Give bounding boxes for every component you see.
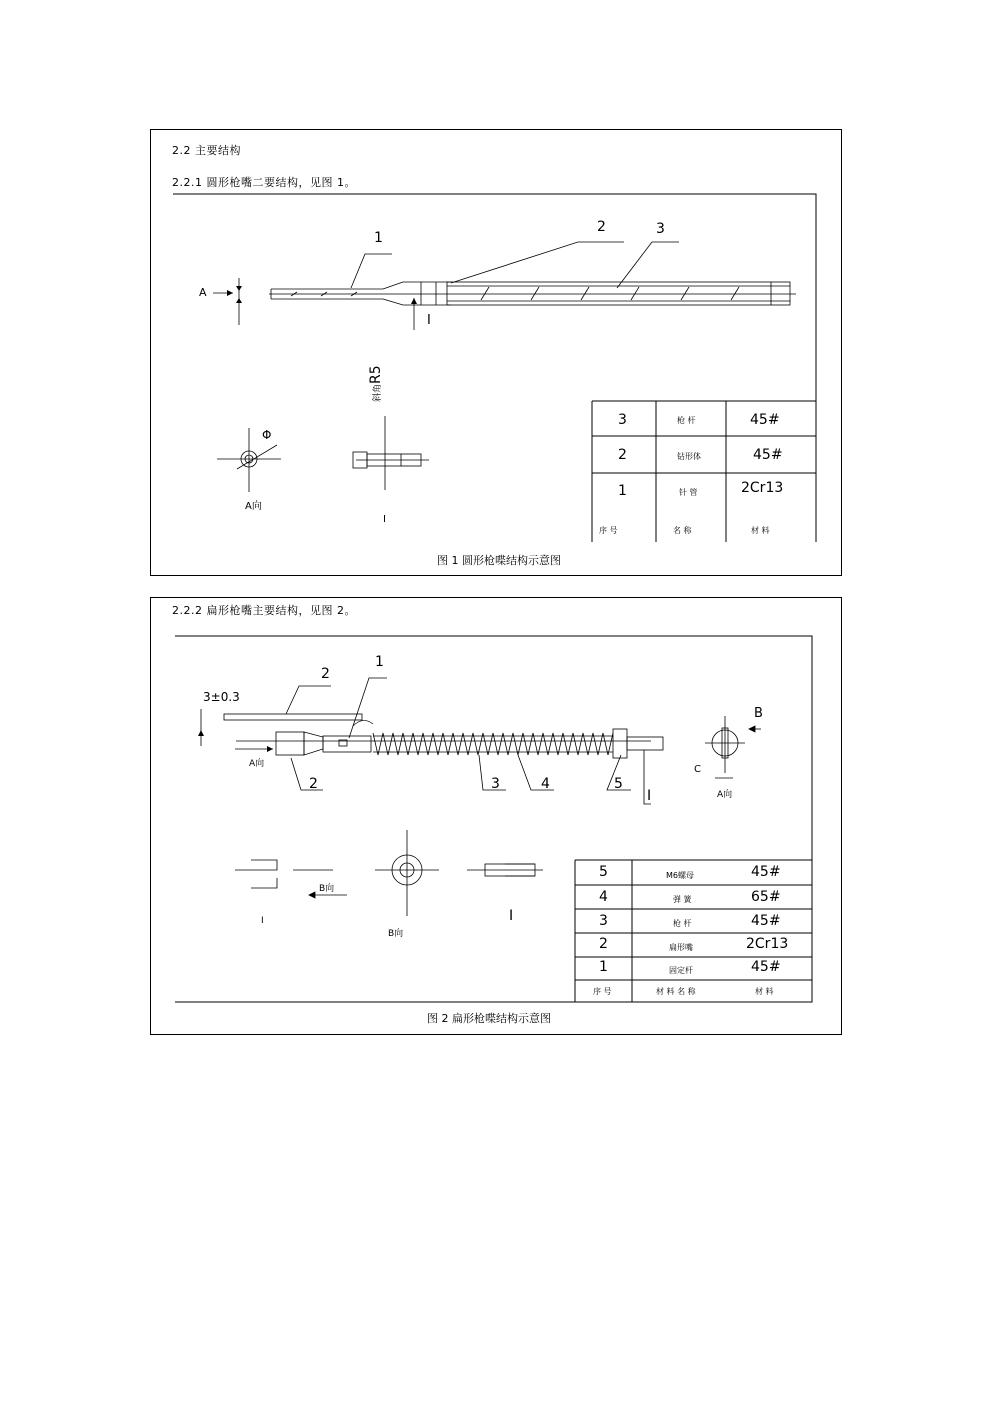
table2-row-no: 3 bbox=[599, 913, 608, 929]
table2-row-name: 弹 簧 bbox=[673, 895, 692, 904]
section-heading: 2.2 主要结构 bbox=[172, 144, 241, 157]
b-mark: B bbox=[754, 706, 763, 721]
view-a-marker: A向 bbox=[249, 759, 265, 769]
table1-row-no: 1 bbox=[618, 483, 627, 499]
table1-row-no: 3 bbox=[618, 412, 627, 428]
part-label-1-top: 1 bbox=[375, 654, 384, 670]
table1-row-material: 45# bbox=[750, 412, 780, 428]
part-label-4: 4 bbox=[541, 776, 550, 792]
table2-header-name: 材 料 名 称 bbox=[656, 987, 696, 996]
view-b-marker: B向 bbox=[319, 884, 335, 894]
table1-row-name: 枪 杆 bbox=[677, 416, 696, 425]
table2-row-material: 45# bbox=[751, 959, 781, 975]
detail-i-marker: I bbox=[647, 788, 652, 804]
view-a-right-name: A向 bbox=[717, 790, 733, 800]
part-label-1: 1 bbox=[374, 230, 383, 246]
detail-i-view bbox=[353, 416, 429, 490]
view-a-right bbox=[705, 716, 761, 778]
parts-table-2 bbox=[575, 860, 812, 1002]
figure-2-drawing bbox=[151, 598, 843, 1036]
phi-symbol: Φ bbox=[262, 428, 272, 442]
part-label-2: 2 bbox=[597, 219, 606, 235]
table1-header-name: 名 称 bbox=[673, 526, 692, 535]
detail-i-right-name: I bbox=[509, 908, 514, 924]
view-a-marker: A bbox=[199, 286, 207, 299]
part-label-3: 3 bbox=[656, 221, 665, 237]
detail-i-left-name: I bbox=[261, 916, 264, 926]
table2-row-material: 2Cr13 bbox=[746, 936, 789, 952]
table2-row-name: 固定杆 bbox=[669, 966, 693, 975]
table2-row-no: 1 bbox=[599, 959, 608, 975]
figure-1-caption: 图 1 圆形枪喋结构示意图 bbox=[437, 554, 561, 567]
detail-i-caption: I bbox=[383, 514, 386, 525]
table2-row-name: M6螺母 bbox=[666, 871, 694, 880]
section-heading: 2.2.2 扁形枪嘴主要结构，见图 2。 bbox=[172, 604, 356, 617]
radius-label: 斜角R5 bbox=[368, 365, 384, 402]
table2-header-no: 序 号 bbox=[593, 987, 612, 996]
drill-body bbox=[383, 282, 451, 305]
view-b bbox=[375, 830, 439, 916]
table2-row-no: 2 bbox=[599, 936, 608, 952]
table1-row-material: 2Cr13 bbox=[741, 480, 784, 496]
table2-row-name: 扁形嘴 bbox=[669, 943, 693, 952]
table2-row-no: 5 bbox=[599, 864, 608, 880]
view-a-name: A向 bbox=[245, 501, 262, 512]
figure-1-panel bbox=[150, 129, 842, 576]
table1-row-name: 钻形体 bbox=[677, 452, 701, 461]
detail-i-right bbox=[467, 864, 543, 876]
table2-row-material: 45# bbox=[751, 913, 781, 929]
table1-header-no: 序 号 bbox=[599, 526, 618, 535]
view-b-name: B向 bbox=[388, 929, 404, 939]
table2-row-name: 枪 杆 bbox=[673, 919, 692, 928]
section-subheading: 2.2.1 圆形枪嘴二要结构，见图 1。 bbox=[172, 176, 356, 189]
table2-header-material: 材 料 bbox=[755, 987, 774, 996]
table2-row-material: 45# bbox=[751, 864, 781, 880]
dimension-label: 3±0.3 bbox=[203, 690, 240, 704]
part-label-5: 5 bbox=[614, 776, 623, 792]
table2-row-material: 65# bbox=[751, 889, 781, 905]
table1-row-no: 2 bbox=[618, 447, 627, 463]
table1-header-material: 材 料 bbox=[751, 526, 770, 535]
table2-row-no: 4 bbox=[599, 889, 608, 905]
part-label-2-bottom: 2 bbox=[309, 776, 318, 792]
table1-row-name: 针 管 bbox=[679, 488, 698, 497]
part-label-3: 3 bbox=[491, 776, 500, 792]
detail-i-marker: I bbox=[427, 313, 431, 328]
figure-2-caption: 图 2 扁形枪喋结构示意图 bbox=[427, 1012, 551, 1025]
figure-2-panel bbox=[150, 597, 842, 1035]
table1-row-material: 45# bbox=[753, 447, 783, 463]
c-mark: C bbox=[694, 764, 701, 775]
part-label-2-top: 2 bbox=[321, 666, 330, 682]
